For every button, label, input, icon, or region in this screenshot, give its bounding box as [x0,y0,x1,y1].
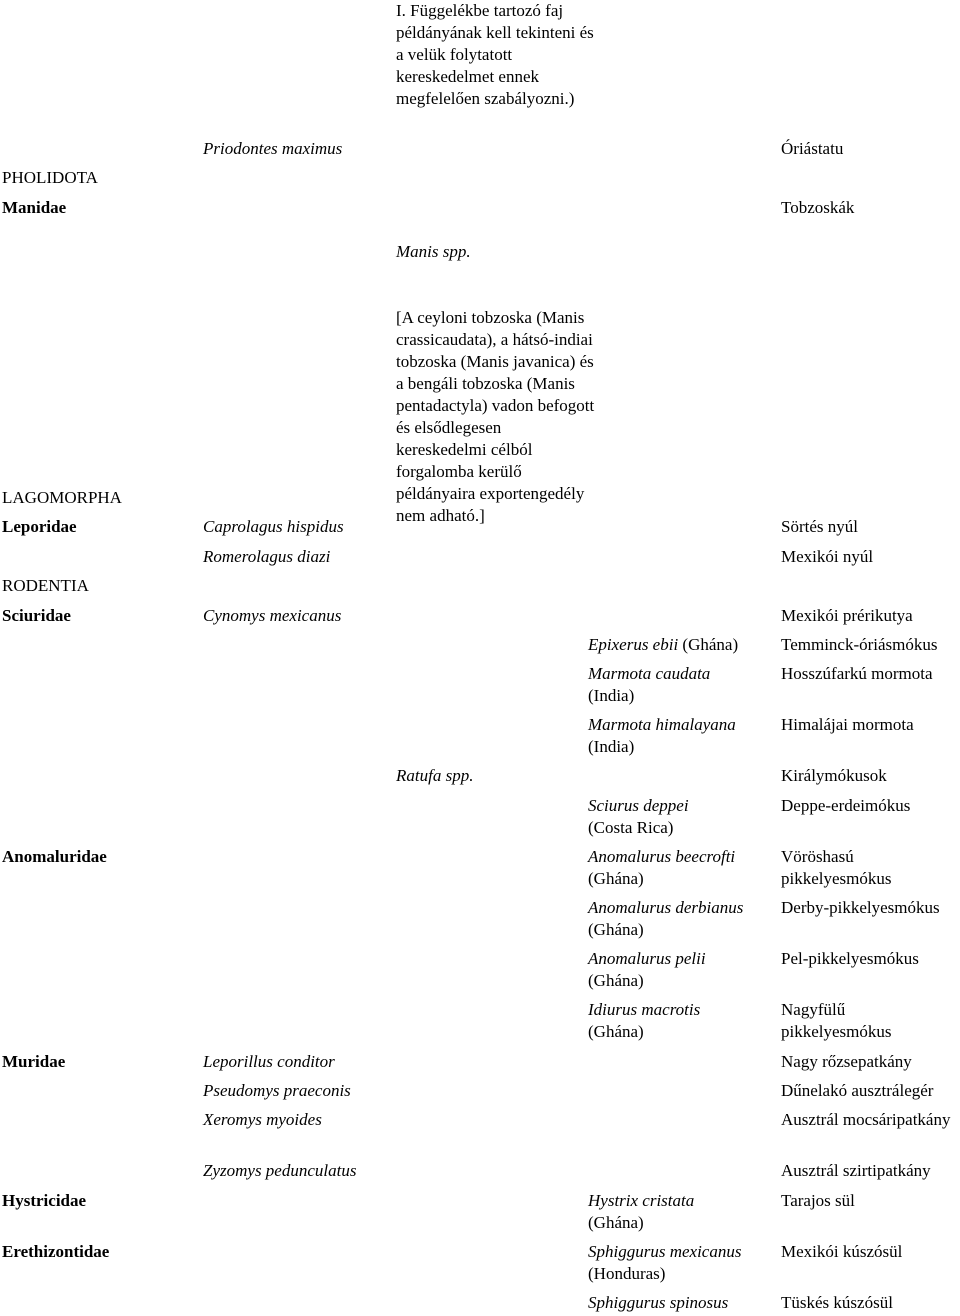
common-sphiggurus-mexicanus: Mexikói kúszósül [781,1242,903,1261]
common-caprolagus: Sörtés nyúl [781,517,858,536]
species-xeromys: Xeromys myoides [203,1110,322,1129]
species-hystrix: Hystrix cristata [588,1191,695,1210]
appendix-note: I. Függelékbe tartozó faj példányának kell tekinteni és a velük folytatott kereskedelmet ennek megfelelően szabályozni.) [396,1,599,108]
species-sciurus: Sciurus deppei [588,796,689,815]
common-anomalurus-pelii: Pel-pikkelyesmókus [781,949,919,968]
common-anomalurus-beecrofti: Vöröshasú pikkelyesmókus [781,847,892,888]
common-pseudomys: Dűnelakó ausztrálegér [781,1081,934,1100]
country-anomalurus-pelii: (Ghána) [588,971,644,990]
entry-sciurus [588,795,773,839]
species-priodontes: Priodontes maximus [203,139,343,158]
family-manidae: Manidae [2,198,67,217]
entry-idiurus [588,999,773,1043]
entry-marmota-caudata [588,663,773,707]
common-sphiggurus-spinosus: Tüskés kúszósül [781,1293,893,1312]
common-xeromys: Ausztrál mocsáripatkány [781,1110,951,1129]
common-manis: Tobzoskák [781,198,855,217]
entry-anomalurus-pelii [588,948,773,992]
species-manis: Manis spp. [396,242,471,261]
species-marmota-himalayana: Marmota himalayana [588,715,736,734]
species-zyzomys: Zyzomys pedunculatus [203,1161,357,1180]
common-sciurus: Deppe-erdeimókus [781,796,911,815]
species-caprolagus: Caprolagus hispidus [203,517,344,536]
species-cynomys: Cynomys mexicanus [203,606,342,625]
country-anomalurus-derbianus: (Ghána) [588,920,644,939]
common-zyzomys: Ausztrál szirtipatkány [781,1161,931,1180]
common-idiurus: Nagyfülű pikkelyesmókus [781,1000,892,1041]
entry-epixerus [588,634,773,656]
country-hystrix: (Ghána) [588,1213,644,1232]
family-muridae: Muridae [2,1052,66,1071]
species-sphiggurus-mexicanus: Sphiggurus mexicanus [588,1242,742,1261]
species-anomalurus-derbianus: Anomalurus derbianus [588,898,744,917]
entry-sphiggurus-mexicanus [588,1241,773,1285]
species-idiurus: Idiurus macrotis [588,1000,701,1019]
country-sphiggurus-mexicanus: (Honduras) [588,1264,666,1283]
country-sciurus: (Costa Rica) [588,818,674,837]
order-pholidota: PHOLIDOTA [2,168,98,187]
family-anomaluridae: Anomaluridae [2,847,107,866]
common-marmota-himalayana: Himalájai mormota [781,715,914,734]
country-epixerus: (Ghána) [682,635,739,654]
manis-note: [A ceyloni tobzoska (Manis crassicaudata), a hátsó-indiai tobzoska (Manis javanica) és a bengáli tobzoska (Manis pentadactyla) vadon befogott és elsődlegesen kereskedelmi célból forgalomba kerülő példányaira exportengedély nem adható.] [396,308,599,525]
order-rodentia: RODENTIA [2,576,89,595]
order-lagomorpha: LAGOMORPHA [2,488,122,507]
species-romerolagus: Romerolagus diazi [203,547,331,566]
family-hystricidae: Hystricidae [2,1191,87,1210]
species-epixerus: Epixerus ebii [588,635,679,654]
country-anomalurus-beecrofti: (Ghána) [588,869,644,888]
species-pseudomys: Pseudomys praeconis [203,1081,351,1100]
common-epixerus: Temminck-óriásmókus [781,635,938,654]
species-anomalurus-pelii: Anomalurus pelii [588,949,706,968]
species-ratufa: Ratufa spp. [396,766,474,785]
common-marmota-caudata: Hosszúfarkú mormota [781,664,933,683]
manidae-entry [396,197,599,549]
entry-hystrix [588,1190,773,1234]
common-leporillus: Nagy rőzsepatkány [781,1052,912,1071]
common-priodontes: Óriástatu [781,139,844,158]
entry-anomalurus-beecrofti [588,846,773,890]
species-leporillus: Leporillus conditor [203,1052,335,1071]
species-anomalurus-beecrofti: Anomalurus beecrofti [588,847,736,866]
common-ratufa: Királymókusok [781,766,887,785]
country-marmota-himalayana: (India) [588,737,635,756]
family-leporidae: Leporidae [2,517,77,536]
common-romerolagus: Mexikói nyúl [781,547,874,566]
entry-marmota-himalayana [588,714,773,758]
country-idiurus: (Ghána) [588,1022,644,1041]
country-marmota-caudata: (India) [588,686,635,705]
family-erethizontidae: Erethizontidae [2,1242,110,1261]
species-marmota-caudata: Marmota caudata [588,664,711,683]
common-hystrix: Tarajos sül [781,1191,855,1210]
entry-anomalurus-derbianus [588,897,773,941]
family-sciuridae: Sciuridae [2,606,71,625]
common-cynomys: Mexikói prérikutya [781,606,913,625]
species-sphiggurus-spinosus: Sphiggurus spinosus [588,1293,729,1312]
common-anomalurus-derbianus: Derby-pikkelyesmókus [781,898,940,917]
